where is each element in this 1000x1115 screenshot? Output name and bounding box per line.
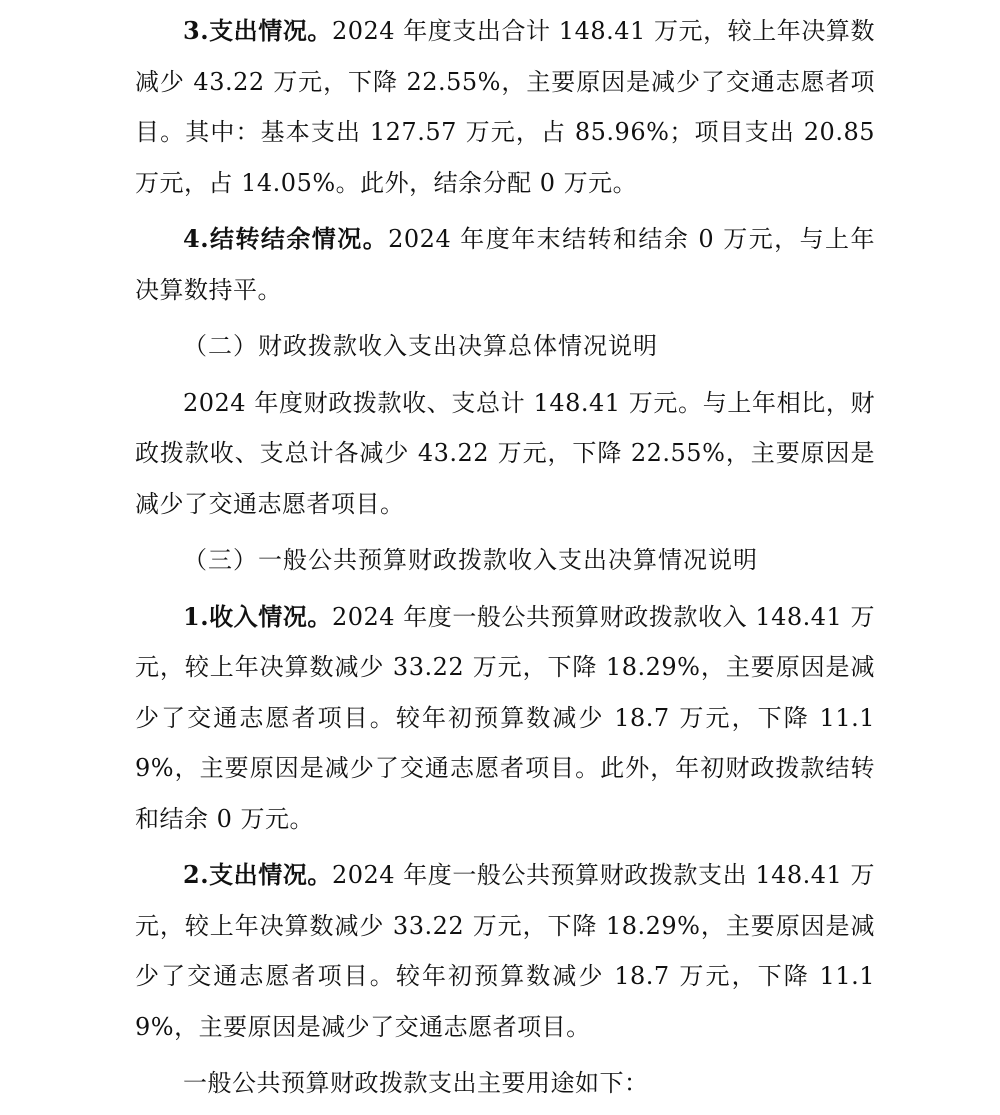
paragraph-text: 2024 年度一般公共预算财政拨款收入 148.41 万元，较上年决算数减少 33.22 万元，下降 18.29%，主要原因是减少了交通志愿者项目。较年初预算数减少 18.7 万元，下降 11.19%，主要原因是减少了交通志愿者项目。此外，年初财政拨款结转和结余 0 万元。 [135,602,875,833]
paragraph-fiscal-overview [135,378,875,530]
paragraph-general-expenditure [135,850,875,1052]
paragraph-carryover [135,214,875,315]
paragraph-lead: 1.收入情况。 [183,601,332,631]
section-heading-2 [135,321,875,372]
section-heading-3 [135,535,875,586]
paragraph-expenditure [135,6,875,208]
paragraph-text: 2024 年度支出合计 148.41 万元，较上年决算数减少 43.22 万元，下降 22.55%，主要原因是减少了交通志愿者项目。其中：基本支出 127.57 万元，占 85.96%；项目支出 20.85 万元，占 14.05%。此外，结余分配 0 万元。 [135,17,875,197]
document-page [135,6,875,1115]
section-heading-text: （三）一般公共预算财政拨款收入支出决算情况说明 [183,546,758,574]
paragraph-lead: 4.结转结余情况。 [183,224,389,253]
paragraph-text: 一般公共预算财政拨款支出主要用途如下： [183,1069,649,1097]
paragraph-text: 2024 年度一般公共预算财政拨款支出 148.41 万元，较上年决算数减少 33.22 万元，下降 18.29%，主要原因是减少了交通志愿者项目。较年初预算数减少 18.7 万元，下降 11.19%，主要原因是减少了交通志愿者项目。 [135,861,875,1041]
paragraph-usage-intro [135,1058,875,1109]
paragraph-text: 2024 年度财政拨款收、支总计 148.41 万元。与上年相比，财政拨款收、支总计各减少 43.22 万元，下降 22.55%，主要原因是减少了交通志愿者项目。 [135,388,875,518]
paragraph-income [135,592,875,845]
paragraph-lead: 3.支出情况。 [183,16,332,45]
paragraph-text: 2024 年度年末结转和结余 0 万元，与上年决算数持平。 [135,225,875,304]
section-heading-text: （二）财政拨款收入支出决算总体情况说明 [183,332,658,360]
paragraph-lead: 2.支出情况。 [183,860,332,889]
